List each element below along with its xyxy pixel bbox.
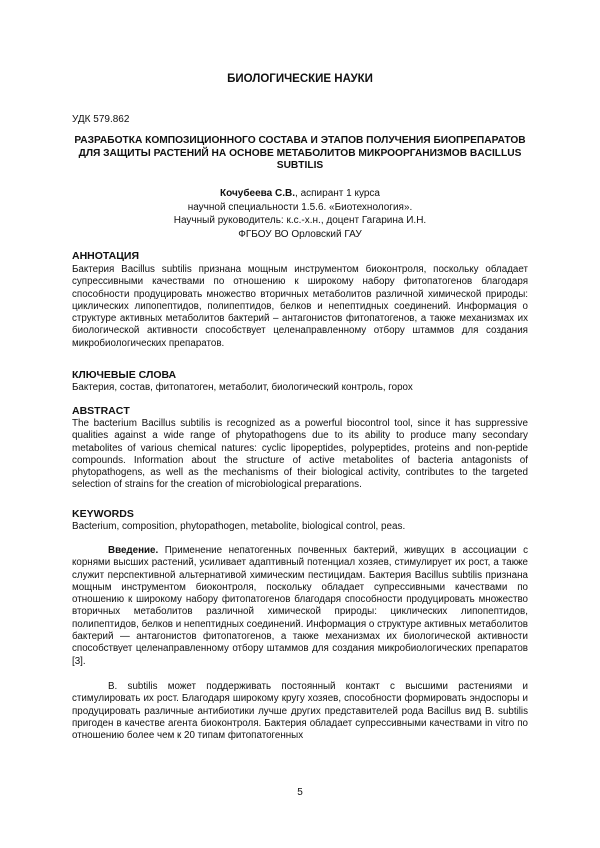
author-line-2: научной специальности 1.5.6. «Биотехнология». <box>187 201 413 213</box>
body-paragraph-2: B. subtilis может поддерживать постоянный контакт с высшими растениями и стимулировать их рост. Благодаря широкому кругу хозяев, способности формировать эндоспоры и продуцировать различные антибиотики лучше других представителей рода Bacillus вид B. subtilis пригоден в качестве агента биоконтроля. Бактерия обладает супрессивными качествами in vitro по отношению более чем к 20 типам фитопатогенных <box>72 681 528 742</box>
paper-title: РАЗРАБОТКА КОМПОЗИЦИОННОГО СОСТАВА И ЭТАПОВ ПОЛУЧЕНИЯ БИОПРЕПАРАТОВ ДЛЯ ЗАЩИТЫ РАСТЕНИЙ НА ОСНОВЕ МЕТАБОЛИТОВ МИКРООРГАНИЗМОВ BACILLUS SUBTILIS <box>74 135 526 171</box>
keywords-en-heading: KEYWORDS <box>72 508 134 520</box>
keywords-en-text: Bacterium, composition, phytopathogen, metabolite, biological control, peas. <box>72 521 406 532</box>
abstract-heading: ABSTRACT <box>72 405 130 417</box>
author-name: Кочубеева С.В. <box>220 188 296 199</box>
keywords-ru-text: Бактерия, состав, фитопатоген, метаболит, биологический контроль, горох <box>72 382 413 393</box>
intro-paragraph <box>72 545 528 668</box>
author-line-1 <box>72 187 528 201</box>
author-line-3: Научный руководитель: к.с.-х.н., доцент Гагарина И.Н. <box>173 215 427 226</box>
intro-label: Введение. <box>108 545 159 556</box>
intro-text: Применение непатогенных почвенных бактерий, живущих в ассоциации с корнями высших растений, усиливает адаптивный потенциал хозяев, стимулирует их рост, а также служит перспективной альтернативой химическим пестицидам. Бактерия Bacillus subtilis признана мощным инструментом биоконтроля, поскольку обладает супрессивными качествами по отношению к широкому набору фитопатогенов благодаря способности продуцировать множество вторичных метаболитов различной химической природы: циклических липопептидов, полипептидов, белков и непептидных соединений. Информация о структуре активных метаболитов бактерий — антагонистов фитопатогенов, а также механизмах их биологической активности способствует целенаправленному отбору штаммов для создания микробиологических препаратов [3]. <box>72 545 528 667</box>
section-title: БИОЛОГИЧЕСКИЕ НАУКИ <box>227 73 373 85</box>
abstract-text: The bacterium Bacillus subtilis is recognized as a powerful biocontrol tool, since it has suppressive qualities against a wide range of phytopathogens due to its ability to produce many secondary metabolites of various chemical natures: cyclic lipopeptides, polypeptides, proteins and non-peptide compounds. Information about the structure of active metabolites of bacteria antagonists of phytopathogens, as well as the mechanisms of their biological activity, contributes to the targeted selection of strains for the creation of microbiological preparations. <box>72 418 528 491</box>
annotation-text: Бактерия Bacillus subtilis признана мощным инструментом биоконтроля, поскольку обладает супрессивными качествами по отношению к широкому набору фитопатогенов благодаря способности продуцировать множество вторичных метаболитов различной химической природы: циклических липопептидов, полипептидов, белков и непептидных соединений. Информация о структуре активных метаболитов бактерий – антагонистов фитопатогенов, а также механизмах их биологической активности способствует целенаправленному отбору штаммов для создания микробиологических препаратов. <box>72 264 528 349</box>
udk-code: УДК 579.862 <box>72 114 130 125</box>
author-line-4: ФГБОУ ВО Орловский ГАУ <box>238 228 362 240</box>
page-number: 5 <box>297 787 303 798</box>
keywords-ru-heading: КЛЮЧЕВЫЕ СЛОВА <box>72 369 177 381</box>
author-block <box>72 187 528 241</box>
author-status: , аспирант 1 курса <box>295 188 380 199</box>
annotation-heading: АННОТАЦИЯ <box>72 250 140 262</box>
